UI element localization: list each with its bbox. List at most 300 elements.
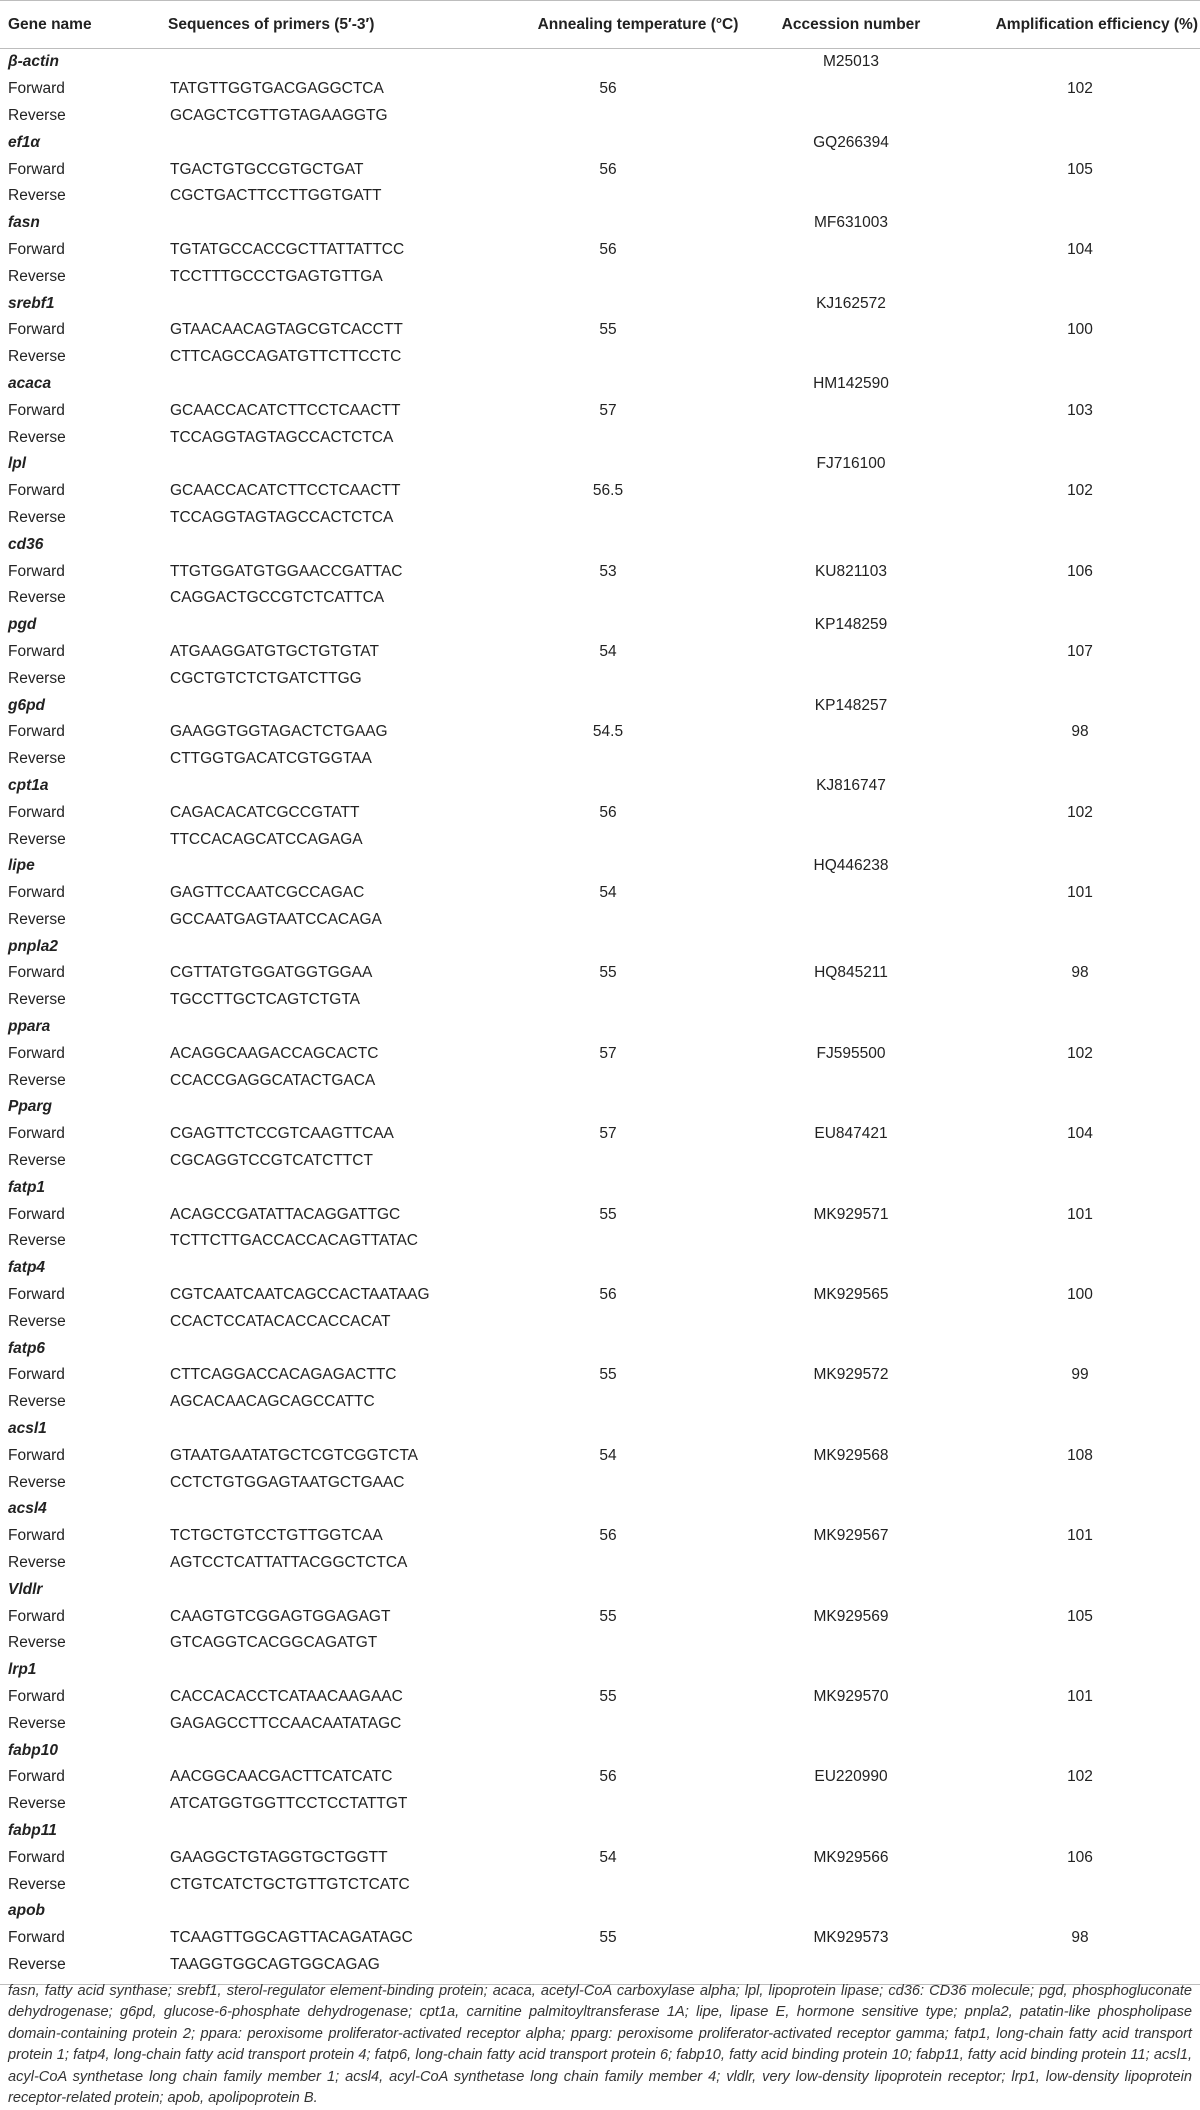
forward-sequence: ATGAAGGATGTGCTGTGTAT [170, 642, 379, 660]
gene-name: srebf1 [8, 294, 55, 312]
empty-cell [762, 1710, 940, 1737]
empty-cell [494, 210, 762, 237]
empty-cell [940, 371, 1200, 398]
primer-direction: Forward [8, 1446, 65, 1464]
primer-direction: Forward [8, 964, 65, 982]
empty-cell [494, 1469, 762, 1496]
gene-row [0, 1496, 1200, 1523]
accession-number [762, 237, 940, 264]
accession-number: HM142590 [813, 374, 889, 392]
gene-row [0, 531, 1200, 558]
empty-cell [494, 1389, 762, 1416]
annealing-temperature: 54 [599, 642, 617, 660]
annealing-temperature: 56 [599, 1286, 617, 1304]
empty-cell [762, 746, 940, 773]
gene-name: β-actin [8, 53, 59, 71]
gene-row [0, 210, 1200, 237]
forward-sequence: CGTCAATCAATCAGCCACTAATAAG [170, 1286, 430, 1304]
primer-direction: Forward [8, 1688, 65, 1705]
gene-row [0, 1657, 1200, 1684]
amplification-efficiency: 105 [1067, 1607, 1093, 1625]
primer-direction: Reverse [0, 1952, 160, 1985]
forward-sequence: TCAAGTTGGCAGTTACAGATAGC [170, 1929, 413, 1947]
forward-sequence: GAAGGCTGTAGGTGCTGGTT [170, 1848, 388, 1866]
forward-row [0, 1442, 1200, 1469]
annealing-temperature: 57 [599, 401, 617, 419]
empty-cell [494, 1818, 762, 1845]
header-accession-number: Accession number [762, 1, 940, 49]
empty-cell [494, 1416, 762, 1443]
accession-number: MK929572 [813, 1366, 889, 1384]
annealing-temperature: 54 [599, 1848, 617, 1866]
empty-cell [940, 1496, 1200, 1523]
empty-cell [160, 692, 494, 719]
amplification-efficiency: 102 [1067, 803, 1093, 821]
amplification-efficiency: 102 [1067, 1768, 1093, 1786]
gene-row [0, 1737, 1200, 1764]
empty-cell [762, 1469, 940, 1496]
amplification-efficiency: 102 [1067, 80, 1093, 98]
empty-cell [940, 424, 1200, 451]
primer-direction: Forward [8, 482, 65, 500]
empty-cell [940, 1576, 1200, 1603]
empty-cell [762, 1871, 940, 1898]
annealing-temperature: 56 [599, 160, 617, 178]
accession-number: KU821103 [814, 562, 888, 580]
empty-cell [762, 987, 940, 1014]
empty-cell [940, 853, 1200, 880]
reverse-row [0, 1389, 1200, 1416]
empty-cell [940, 210, 1200, 237]
empty-cell [494, 290, 762, 317]
accession-number [762, 1335, 940, 1362]
empty-cell [160, 290, 494, 317]
forward-sequence: GCAACCACATCTTCCTCAACTT [170, 482, 401, 500]
gene-name: Vldlr [8, 1580, 43, 1598]
gene-row [0, 612, 1200, 639]
amplification-efficiency: 106 [1067, 1848, 1093, 1866]
primer-direction: Reverse [8, 1554, 66, 1572]
reverse-sequence: AGTCCTCATTATTACGGCTCTCA [170, 1554, 408, 1572]
empty-cell [494, 612, 762, 639]
forward-row [0, 317, 1200, 344]
forward-sequence: TGTATGCCACCGCTTATTATTCC [170, 240, 405, 258]
forward-sequence: ACAGCCGATATTACAGGATTGC [170, 1205, 401, 1223]
amplification-efficiency: 101 [1067, 1527, 1093, 1545]
empty-cell [160, 612, 494, 639]
empty-cell [494, 129, 762, 156]
empty-cell [940, 1550, 1200, 1577]
empty-cell [494, 1094, 762, 1121]
reverse-sequence: TCCAGGTAGTAGCCACTCTCA [170, 508, 394, 526]
empty-cell [940, 1148, 1200, 1175]
empty-cell [494, 933, 762, 960]
forward-sequence: GAGTTCCAATCGCCAGAC [170, 884, 365, 902]
empty-cell [762, 1389, 940, 1416]
empty-cell [762, 1228, 940, 1255]
gene-name: fatp1 [8, 1178, 46, 1196]
empty-cell [940, 1898, 1200, 1925]
reverse-sequence: TCCTTTGCCCTGAGTGTTGA [170, 267, 383, 285]
gene-name: fabp10 [8, 1741, 58, 1759]
primer-direction: Reverse [8, 187, 66, 205]
primer-direction: Forward [8, 240, 65, 258]
gene-row [0, 1576, 1200, 1603]
forward-sequence: TTGTGGATGTGGAACCGATTAC [170, 562, 403, 580]
empty-cell [494, 585, 762, 612]
reverse-row [0, 665, 1200, 692]
amplification-efficiency: 104 [1067, 240, 1093, 258]
reverse-row [0, 907, 1200, 934]
reverse-row [0, 987, 1200, 1014]
empty-cell [160, 1416, 494, 1443]
amplification-efficiency: 101 [1067, 1205, 1093, 1223]
empty-cell [762, 1067, 940, 1094]
primer-direction: Reverse [8, 910, 66, 928]
empty-cell [160, 371, 494, 398]
accession-number [762, 1737, 940, 1764]
reverse-row [0, 1710, 1200, 1737]
empty-cell [940, 1818, 1200, 1845]
gene-name: cd36 [8, 535, 44, 553]
gene-row [0, 853, 1200, 880]
empty-cell [940, 1228, 1200, 1255]
reverse-row [0, 183, 1200, 210]
empty-cell [940, 826, 1200, 853]
empty-cell [940, 612, 1200, 639]
amplification-efficiency: 99 [1071, 1366, 1089, 1384]
reverse-sequence: TTCCACAGCATCCAGAGA [170, 830, 363, 848]
reverse-row [0, 1871, 1200, 1898]
empty-cell [762, 907, 940, 934]
empty-cell [762, 1550, 940, 1577]
empty-cell [494, 746, 762, 773]
reverse-sequence: CGCTGACTTCCTTGGTGATT [170, 187, 382, 205]
primer-direction: Reverse [8, 348, 66, 366]
empty-cell [940, 987, 1200, 1014]
reverse-row [0, 1791, 1200, 1818]
reverse-row [0, 505, 1200, 532]
primer-direction: Forward [8, 884, 65, 902]
primer-direction: Reverse [8, 1634, 66, 1652]
empty-cell [160, 1094, 494, 1121]
gene-row [0, 49, 1200, 76]
header-annealing-temperature: Annealing temperature (°C) [494, 1, 762, 49]
primer-direction: Reverse [8, 1714, 66, 1732]
accession-number: HQ845211 [814, 964, 888, 982]
gene-name: acsl4 [8, 1500, 47, 1518]
empty-cell [494, 451, 762, 478]
forward-row [0, 1282, 1200, 1309]
primer-direction: Reverse [8, 1071, 66, 1089]
forward-sequence: GTAATGAATATGCTCGTCGGTCTA [170, 1446, 418, 1464]
reverse-row [0, 424, 1200, 451]
empty-cell [160, 1657, 494, 1684]
empty-cell [940, 1308, 1200, 1335]
accession-number: M25013 [822, 53, 879, 71]
reverse-sequence: AGCACAACAGCAGCCATTC [170, 1393, 375, 1411]
gene-row [0, 451, 1200, 478]
empty-cell [494, 1550, 762, 1577]
reverse-row [0, 826, 1200, 853]
accession-number [762, 1818, 940, 1845]
amplification-efficiency: 100 [1067, 321, 1093, 339]
primer-direction: Forward [8, 1848, 65, 1866]
gene-name: lrp1 [8, 1661, 37, 1679]
empty-cell [160, 1014, 494, 1041]
amplification-efficiency: 98 [1071, 1929, 1089, 1947]
annealing-temperature: 57 [599, 1125, 617, 1143]
forward-row [0, 1040, 1200, 1067]
annealing-temperature: 56.5 [592, 482, 624, 500]
empty-cell [160, 129, 494, 156]
primer-direction: Forward [8, 1768, 65, 1786]
forward-row [0, 1925, 1200, 1952]
empty-cell [494, 1737, 762, 1764]
empty-cell [160, 1255, 494, 1282]
accession-number: MK929565 [813, 1286, 889, 1304]
accession-number [762, 1898, 940, 1925]
amplification-efficiency: 106 [1067, 562, 1093, 580]
forward-sequence: GAAGGTGGTAGACTCTGAAG [170, 723, 388, 741]
gene-name: lipe [8, 857, 35, 875]
accession-number [762, 1576, 940, 1603]
reverse-sequence: TAAGGTGGCAGTGGCAGAG [160, 1952, 494, 1985]
empty-cell [762, 585, 940, 612]
gene-row [0, 290, 1200, 317]
empty-cell [940, 1174, 1200, 1201]
empty-cell [494, 1791, 762, 1818]
amplification-efficiency: 98 [1071, 723, 1089, 741]
gene-row [0, 1094, 1200, 1121]
primer-direction: Forward [8, 1286, 65, 1304]
gene-row [0, 1335, 1200, 1362]
empty-cell [940, 1335, 1200, 1362]
empty-cell [940, 1389, 1200, 1416]
gene-row [0, 1014, 1200, 1041]
empty-cell [494, 371, 762, 398]
reverse-sequence: TCTTCTTGACCACCACAGTTATAC [170, 1232, 418, 1250]
empty-cell [762, 344, 940, 371]
empty-cell [494, 1335, 762, 1362]
primer-direction: Forward [8, 1929, 65, 1947]
empty-cell [160, 451, 494, 478]
annealing-temperature: 55 [599, 1929, 617, 1947]
empty-cell [494, 1067, 762, 1094]
gene-row [0, 371, 1200, 398]
header-sequences: Sequences of primers (5′-3′) [160, 1, 494, 49]
empty-cell [494, 1148, 762, 1175]
empty-cell [940, 1657, 1200, 1684]
accession-number [762, 880, 940, 907]
accession-number [762, 76, 940, 103]
forward-sequence: TATGTTGGTGACGAGGCTCA [170, 80, 384, 98]
annealing-temperature: 56 [599, 1768, 617, 1786]
accession-number: GQ266394 [813, 133, 889, 151]
annealing-temperature: 54.5 [592, 723, 624, 741]
gene-name: ef1α [8, 133, 41, 151]
empty-cell [494, 692, 762, 719]
primer-direction: Reverse [8, 1393, 66, 1411]
annealing-temperature: 55 [599, 964, 617, 982]
gene-row [0, 129, 1200, 156]
empty-cell [494, 1576, 762, 1603]
forward-sequence: CGTTATGTGGATGGTGGAA [170, 964, 373, 982]
reverse-sequence: CCACCGAGGCATACTGACA [170, 1071, 376, 1089]
forward-row [0, 76, 1200, 103]
accession-number [762, 719, 940, 746]
empty-cell [940, 907, 1200, 934]
empty-cell [762, 103, 940, 130]
empty-cell [494, 1710, 762, 1737]
empty-cell [940, 344, 1200, 371]
empty-cell [940, 263, 1200, 290]
primer-direction: Forward [8, 160, 65, 178]
forward-row [0, 1201, 1200, 1228]
accession-number [762, 531, 940, 558]
empty-cell [160, 1737, 494, 1764]
forward-row [0, 880, 1200, 907]
forward-sequence: AACGGCAACGACTTCATCATC [170, 1768, 393, 1786]
forward-row [0, 1362, 1200, 1389]
accession-number [762, 156, 940, 183]
primer-direction: Forward [8, 80, 65, 98]
empty-cell [940, 1871, 1200, 1898]
amplification-efficiency: 100 [1067, 1286, 1093, 1304]
empty-cell [494, 505, 762, 532]
primer-direction: Forward [8, 1044, 65, 1062]
forward-row [0, 719, 1200, 746]
accession-number [762, 1174, 940, 1201]
empty-cell [940, 1014, 1200, 1041]
primer-direction: Forward [8, 1527, 65, 1545]
annealing-temperature: 57 [599, 1044, 617, 1062]
empty-cell [494, 1496, 762, 1523]
accession-number [762, 478, 940, 505]
primer-direction: Forward [8, 1205, 65, 1223]
empty-cell [940, 1469, 1200, 1496]
reverse-row [0, 1550, 1200, 1577]
accession-number [762, 1496, 940, 1523]
accession-number: MK929573 [813, 1929, 889, 1947]
gene-name: lpl [8, 455, 27, 473]
accession-number [762, 1657, 940, 1684]
accession-number: MK929570 [813, 1688, 889, 1705]
gene-row [0, 1255, 1200, 1282]
empty-cell [160, 49, 494, 76]
reverse-row [0, 103, 1200, 130]
reverse-sequence: CAGGACTGCCGTCTCATTCA [170, 589, 385, 607]
empty-cell [762, 183, 940, 210]
primer-direction: Forward [8, 642, 65, 660]
forward-row [0, 1764, 1200, 1791]
empty-cell [940, 1416, 1200, 1443]
reverse-sequence: GTCAGGTCACGGCAGATGT [170, 1634, 378, 1652]
empty-cell [160, 210, 494, 237]
annealing-temperature: 55 [599, 1205, 617, 1223]
empty-cell [940, 1094, 1200, 1121]
empty-cell [940, 451, 1200, 478]
empty-cell [494, 853, 762, 880]
empty-cell [160, 1496, 494, 1523]
forward-row [0, 558, 1200, 585]
reverse-sequence: GCCAATGAGTAATCCACAGA [170, 910, 382, 928]
annealing-temperature: 55 [599, 1688, 617, 1705]
empty-cell [494, 103, 762, 130]
primer-direction: Reverse [8, 1473, 66, 1491]
primer-direction: Reverse [8, 1152, 66, 1170]
header-row [0, 1, 1200, 49]
table-body [0, 49, 1200, 1985]
empty-cell [494, 987, 762, 1014]
empty-cell [762, 505, 940, 532]
empty-cell [494, 1308, 762, 1335]
accession-number: MK929568 [813, 1446, 889, 1464]
forward-sequence: CACCACACCTCATAACAAGAAC [170, 1688, 403, 1705]
forward-sequence: CTTCAGGACCACAGAGACTTC [170, 1366, 397, 1384]
empty-cell [494, 1255, 762, 1282]
header-gene-name: Gene name [0, 1, 160, 49]
gene-row [0, 1818, 1200, 1845]
reverse-sequence: CTTGGTGACATCGTGGTAA [170, 750, 372, 768]
empty-cell [160, 1818, 494, 1845]
empty-cell [940, 773, 1200, 800]
accession-number: HQ446238 [813, 857, 889, 875]
empty-cell [494, 826, 762, 853]
accession-number: EU847421 [814, 1125, 888, 1143]
empty-cell [494, 773, 762, 800]
empty-cell [494, 1174, 762, 1201]
primer-direction: Reverse [8, 589, 66, 607]
annealing-temperature: 56 [599, 1527, 617, 1545]
empty-cell [940, 103, 1200, 130]
gene-name: fatp4 [8, 1259, 46, 1277]
annealing-temperature: 55 [599, 1607, 617, 1625]
gene-name: Pparg [8, 1098, 52, 1116]
accession-number [762, 799, 940, 826]
reverse-sequence: CCTCTGTGGAGTAATGCTGAAC [170, 1473, 405, 1491]
forward-row [0, 1844, 1200, 1871]
accession-number: FJ595500 [816, 1044, 886, 1062]
gene-name: fasn [8, 214, 40, 232]
forward-row [0, 639, 1200, 666]
empty-cell [494, 263, 762, 290]
gene-row [0, 1898, 1200, 1925]
primer-direction: Reverse [8, 750, 66, 768]
empty-cell [940, 505, 1200, 532]
empty-cell [940, 746, 1200, 773]
empty-cell [940, 1710, 1200, 1737]
reverse-row [0, 1228, 1200, 1255]
reverse-row [0, 1308, 1200, 1335]
empty-cell [494, 1014, 762, 1041]
primer-direction: Forward [8, 562, 65, 580]
accession-number [762, 1094, 940, 1121]
empty-cell [494, 907, 762, 934]
empty-cell [762, 263, 940, 290]
gene-name: acaca [8, 374, 52, 392]
empty-cell [494, 1871, 762, 1898]
accession-number: KJ816747 [816, 776, 886, 794]
primer-direction: Reverse [8, 1312, 66, 1330]
empty-cell [940, 1630, 1200, 1657]
gene-row [0, 773, 1200, 800]
empty-cell [494, 424, 762, 451]
empty-cell [940, 1255, 1200, 1282]
empty-cell [940, 665, 1200, 692]
empty-cell [494, 1228, 762, 1255]
gene-name: pnpla2 [8, 937, 58, 955]
